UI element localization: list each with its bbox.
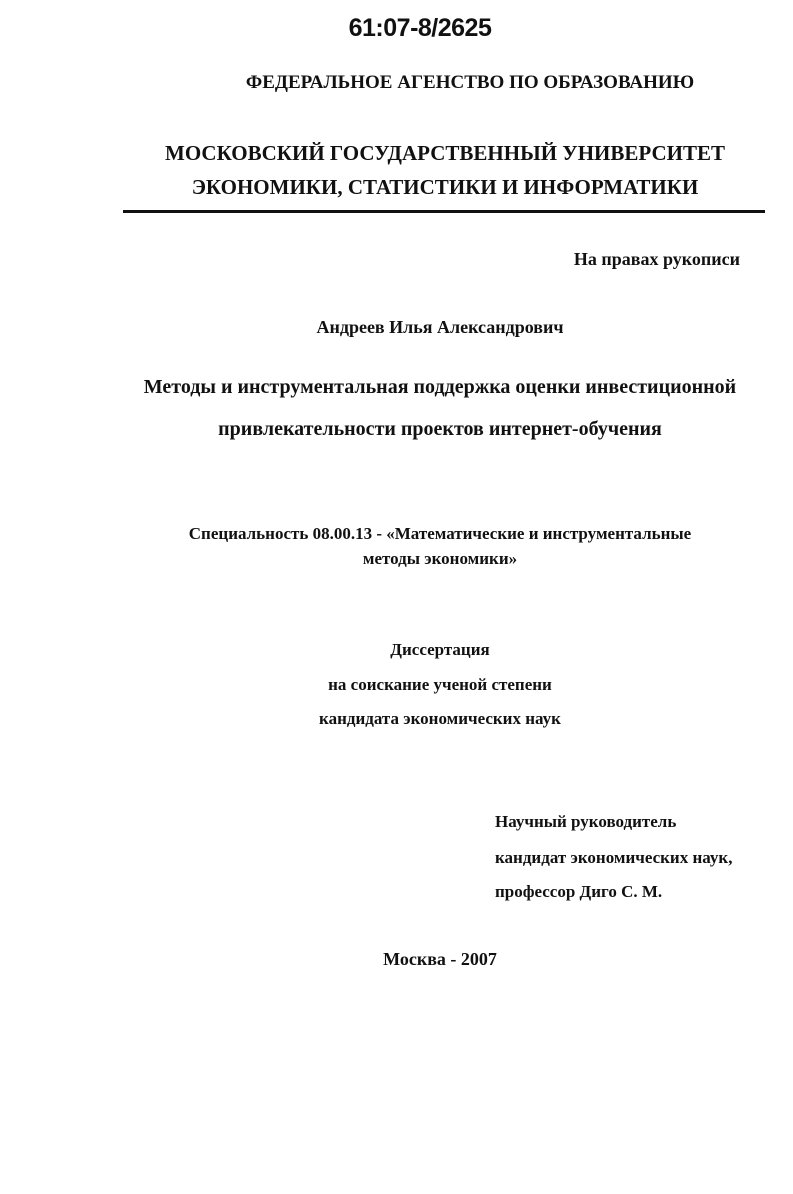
university-name-line1: МОСКОВСКИЙ ГОСУДАРСТВЕННЫЙ УНИВЕРСИТЕТ <box>165 141 725 165</box>
specialty-line2: методы экономики» <box>362 549 518 568</box>
agency-name: ФЕДЕРАЛЬНОЕ АГЕНСТВО ПО ОБРАЗОВАНИЮ <box>245 72 695 93</box>
header-divider <box>123 210 765 213</box>
supervisor-name: профессор Диго С. М. <box>495 882 663 901</box>
specialty-line1: Специальность 08.00.13 - «Математические и инструментальные <box>188 524 692 543</box>
dissertation-purpose: на соискание ученой степени <box>328 675 552 694</box>
rights-note: На правах рукописи <box>573 249 740 269</box>
city-year: Москва - 2007 <box>383 949 497 969</box>
supervisor-label: Научный руководитель <box>495 812 677 831</box>
thesis-title-line2: привлекательности проектов интернет-обучения <box>218 418 662 440</box>
supervisor-degree: кандидат экономических наук, <box>495 848 733 867</box>
dissertation-degree: кандидата экономических наук <box>319 709 561 728</box>
catalog-number: 61:07-8/2625 <box>348 14 492 42</box>
university-name-line2: ЭКОНОМИКИ, СТАТИСТИКИ И ИНФОРМАТИКИ <box>191 175 699 199</box>
thesis-title-line1: Методы и инструментальная поддержка оценки инвестиционной <box>143 376 737 398</box>
author-name: Андреев Илья Александрович <box>316 317 564 337</box>
dissertation-label: Диссертация <box>390 640 490 659</box>
